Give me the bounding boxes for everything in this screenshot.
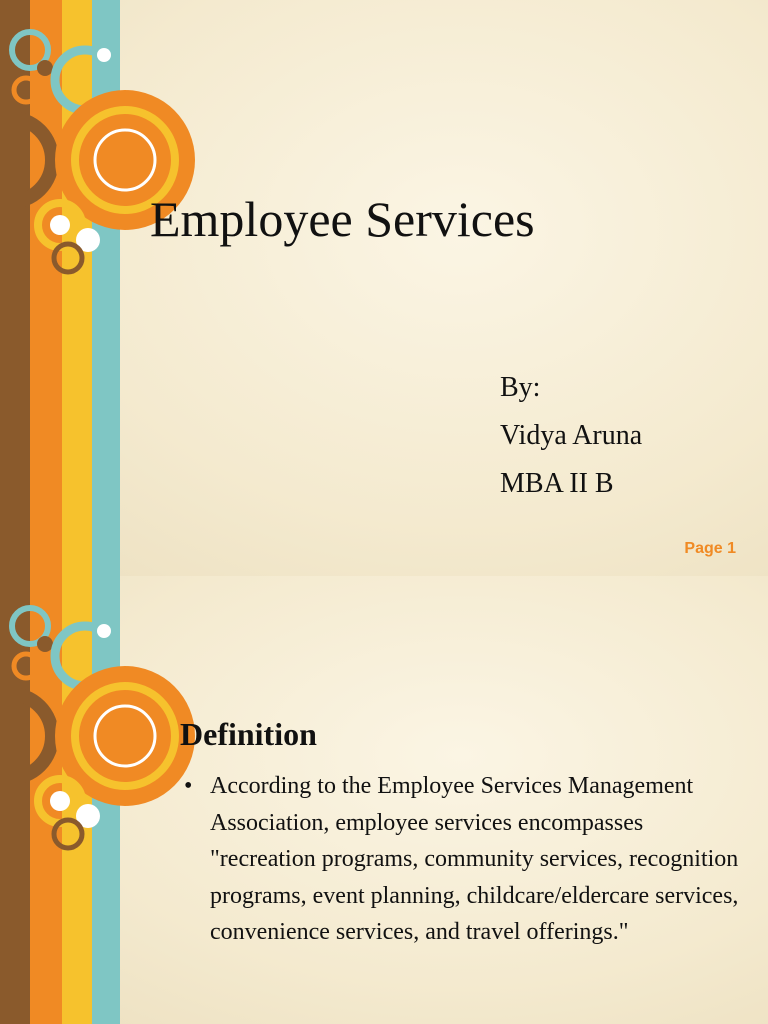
slide-title: Employee Services	[150, 191, 535, 247]
author-block	[500, 364, 642, 508]
by-label: By:	[500, 372, 541, 403]
slide-heading: Definition	[180, 716, 317, 752]
author-name: Vidya Aruna	[500, 420, 643, 451]
page-number: Page 1	[684, 540, 736, 557]
author-class: MBA II B	[500, 468, 614, 499]
decorative-circles-icon	[0, 0, 220, 300]
definition-slide	[0, 576, 768, 1024]
bullet-list	[182, 768, 742, 951]
bullet-item: • According to the Employee Services Management Association, employee services encompasses "recreation programs, community services, recognition programs, event planning, childcare/eldercare services, convenience services, and travel offerings."	[182, 768, 742, 951]
